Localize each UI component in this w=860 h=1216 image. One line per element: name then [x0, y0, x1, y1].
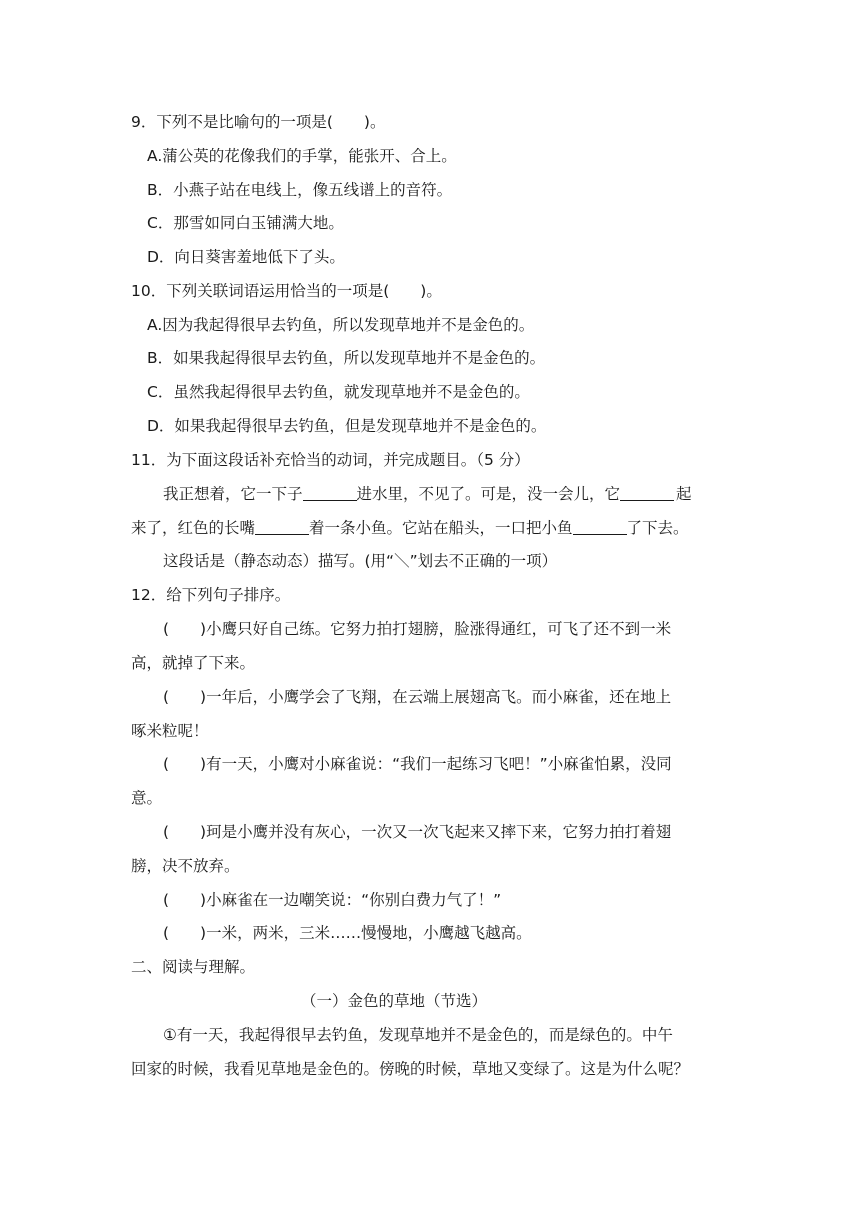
question-9-option-b: B．小燕子站在电线上，像五线谱上的音符。	[147, 181, 453, 199]
question-11-stem: 11．为下面这段话补充恰当的动词，并完成题目。（5 分）	[131, 451, 530, 469]
question-10-option-d: D．如果我起得很早去钓鱼，但是发现草地并不是金色的。	[147, 417, 547, 435]
ordering-item-1-continued: 高，就掉了下来。	[131, 654, 256, 672]
answer-blank-3[interactable]	[255, 518, 309, 535]
passage-text: 进水里，不见了。可是，没一会儿，它	[356, 485, 621, 503]
passage-text: 我正想着，它一下子	[163, 485, 303, 503]
section-2-heading: 二、阅读与理解。	[131, 958, 256, 976]
question-9-option-d: D．向日葵害羞地低下了头。	[147, 248, 345, 266]
ordering-item-4-continued: 膀，决不放弃。	[131, 857, 240, 875]
question-10-option-c: C．虽然我起得很早去钓鱼，就发现草地并不是金色的。	[147, 383, 530, 401]
answer-blank-2[interactable]	[620, 484, 674, 501]
passage-text: 来了，红色的长嘴	[131, 519, 256, 537]
ordering-item-4[interactable]: ( )珂是小鹰并没有灰心，一次又一次飞起来又摔下来，它努力拍打着翅	[163, 823, 672, 841]
answer-blank-1[interactable]	[303, 484, 357, 501]
passage-text: 了下去。	[626, 519, 689, 537]
ordering-item-2-continued: 啄米粒呢！	[131, 722, 209, 740]
question-10-stem: 10．下列关联词语运用恰当的一项是( )。	[131, 282, 442, 300]
passage-paragraph-1-line-1: ①有一天，我起得很早去钓鱼，发现草地并不是金色的，而是绿色的。中午	[163, 1026, 673, 1044]
ordering-item-3-continued: 意。	[131, 789, 163, 807]
question-9-option-a: A.蒲公英的花像我们的手掌，能张开、合上。	[147, 147, 457, 165]
answer-blank-4[interactable]	[573, 518, 627, 535]
passage-paragraph-1-line-2: 回家的时候，我看见草地是金色的。傍晚的时候，草地又变绿了。这是为什么呢？	[131, 1060, 690, 1078]
ordering-item-5[interactable]: ( )小麻雀在一边嘲笑说：“你别白费力气了！”	[163, 891, 502, 909]
question-9-option-c: C．那雪如同白玉铺满大地。	[147, 214, 344, 232]
question-12-stem: 12．给下列句子排序。	[131, 586, 291, 604]
ordering-item-6[interactable]: ( )一米，两米，三米……慢慢地，小鹰越飞越高。	[163, 924, 532, 942]
passage-title: （一）金色的草地（节选）	[301, 992, 488, 1010]
question-11-description-prompt: 这段话是（静态动态）描写。(用“＼”划去不正确的一项）	[163, 552, 558, 570]
question-10-option-a: A.因为我起得很早去钓鱼，所以发现草地并不是金色的。	[147, 316, 535, 334]
question-9-stem: 9．下列不是比喻句的一项是( )。	[131, 113, 386, 131]
passage-text: 着一条小鱼。它站在船头，一口把小鱼	[309, 519, 573, 537]
question-11-passage-line-1	[163, 484, 692, 506]
question-10-option-b: B．如果我起得很早去钓鱼，所以发现草地并不是金色的。	[147, 349, 546, 367]
passage-text: 起	[676, 485, 692, 503]
ordering-item-2[interactable]: ( )一年后，小鹰学会了飞翔，在云端上展翅高飞。而小麻雀，还在地上	[163, 688, 672, 706]
ordering-item-3[interactable]: ( )有一天，小鹰对小麻雀说：“我们一起练习飞吧！”小麻雀怕累，没同	[163, 755, 672, 773]
ordering-item-1[interactable]: ( )小鹰只好自己练。它努力拍打翅膀，脸涨得通红，可飞了还不到一米	[163, 620, 672, 638]
question-11-passage-line-2	[131, 518, 689, 540]
